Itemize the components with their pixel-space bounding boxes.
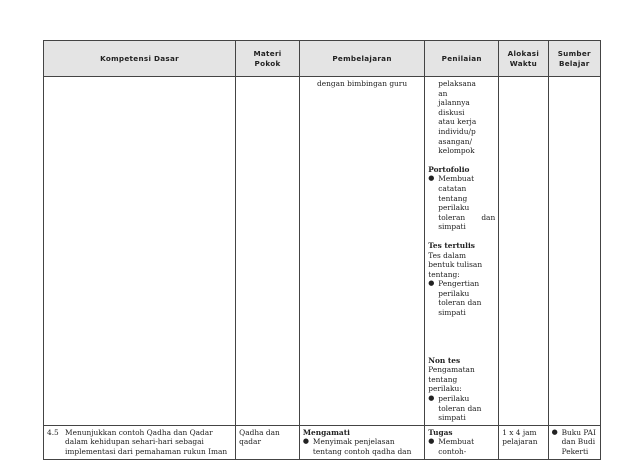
header-pembelajaran: Pembelajaran xyxy=(299,41,424,77)
sumber-cell xyxy=(548,77,600,426)
pembelajaran-cell xyxy=(299,425,424,459)
header-row xyxy=(44,41,601,77)
portofolio-item: ● Membuat catatan tentang perilaku toleran dan simpati xyxy=(428,174,495,232)
non-tes-title: Non tes xyxy=(428,355,461,365)
tugas-title: Tugas xyxy=(428,427,453,437)
tugas-item: ● Membuat contoh- xyxy=(428,437,495,456)
tes-tertulis-item: ● Pengertian perilaku toleran dan simpati xyxy=(428,279,495,317)
header-sumber-belajar: Sumber Belajar xyxy=(548,41,600,77)
kd-text: Menunjukkan contoh Qadha dan Qadar dalam kehidupan sehari-hari sebagai implementasi dari pemahaman rukun Iman xyxy=(65,427,228,456)
sumber-cell xyxy=(548,425,600,459)
materi-cell xyxy=(236,77,300,426)
pembelajaran-cell: dengan bimbingan guru xyxy=(299,77,424,426)
pembelajaran-item: ● Menyimak penjelasan tentang contoh qadha dan xyxy=(303,437,421,456)
tes-tertulis-title: Tes tertulis xyxy=(428,240,475,250)
table-row xyxy=(44,77,601,426)
header-kompetensi-dasar: Kompetensi Dasar xyxy=(44,41,236,77)
alokasi-cell: 1 x 4 jam pelajaran xyxy=(499,425,548,459)
mengamati-title: Mengamati xyxy=(302,427,350,437)
syllabus-table xyxy=(43,40,601,460)
sumber-item: ● Buku PAI dan Budi Pekerti xyxy=(552,428,597,457)
table-row xyxy=(44,425,601,459)
header-materi-pokok: Materi Pokok xyxy=(236,41,300,77)
materi-cell: Qadha dan qadar xyxy=(236,425,300,459)
header-penilaian: Penilaian xyxy=(425,41,499,77)
header-alokasi-waktu: Alokasi Waktu xyxy=(499,41,548,77)
kd-number: 4.5 xyxy=(47,427,59,437)
kd-cell xyxy=(44,77,236,426)
penilaian-cell xyxy=(425,425,499,459)
alokasi-cell xyxy=(499,77,548,426)
portofolio-title: Portofolio xyxy=(428,164,470,174)
penilaian-continued: pelaksana an jalannya diskusi atau kerja individu/p asangan/ kelompok xyxy=(438,79,477,156)
penilaian-cell: pelaksana an jalannya diskusi atau kerja individu/p asangan/ kelompok Portofolio ● Membuat catatan tentang perilaku toleran dan simpati Tes tertulis Tes dalam bentuk tulisan tentang: ● Pengertian perilaku toleran dan simpati Non tes Pengamatan tentang perilaku: ● perilaku toleran dan simpati xyxy=(425,77,499,426)
kd-cell xyxy=(44,425,236,459)
non-tes-item: ● perilaku toleran dan simpati xyxy=(428,394,495,423)
